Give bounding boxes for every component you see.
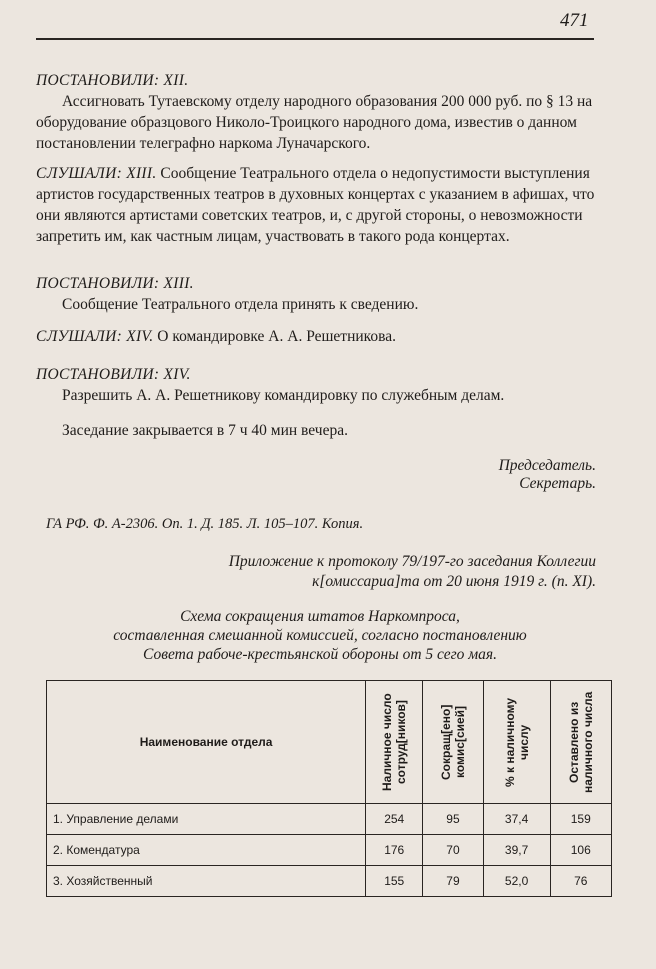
row-3-reduced: 79 [423, 866, 483, 897]
resolution-text-13: Сообщение Театрального отдела принять к сведению. [62, 296, 419, 313]
closing-line: Заседание закрывается в 7 ч 40 мин вечера. [62, 422, 348, 439]
row-2-remaining: 106 [550, 835, 611, 866]
hearing-13 [36, 163, 596, 247]
row-3-remaining: 76 [550, 866, 611, 897]
table-row [47, 804, 612, 835]
appendix-title-line-1: Приложение к протоколу 79/197-го заседания Коллегии [228, 553, 596, 570]
row-1-reduced: 95 [423, 804, 483, 835]
signature-secretary: Секретарь. [519, 475, 596, 492]
row-2-percent: 39,7 [483, 835, 550, 866]
header-percent-label: % к наличному числу [502, 697, 531, 787]
header-staff-count-label: Наличное число сотруд[ников] [380, 693, 409, 791]
table-row [47, 866, 612, 897]
staff-reduction-table [46, 680, 612, 897]
archive-reference: ГА РФ. Ф. А-2306. Оп. 1. Д. 185. Л. 105–107. Копия. [46, 516, 364, 532]
signature-chair: Председатель. [498, 457, 596, 474]
hearing-text-14: О командировке А. А. Решетникова. [157, 328, 397, 345]
row-2-reduced: 70 [423, 835, 483, 866]
row-2-department: 2. Комендатура [47, 835, 366, 866]
header-reduced [423, 681, 483, 804]
header-percent [483, 681, 550, 804]
table-row [47, 835, 612, 866]
header-department-label: Наименование отдела [139, 735, 273, 749]
row-1-remaining: 159 [550, 804, 611, 835]
hearing-14 [36, 326, 596, 347]
appendix-title-line-2: к[омиссариа]та от 20 июня 1919 г. (п. XI). [312, 573, 596, 590]
header-staff-count [366, 681, 423, 804]
resolution-label-13: ПОСТАНОВИЛИ: XIII. [36, 275, 194, 292]
header-remaining-label: Оставлено из наличного числа [566, 691, 595, 793]
table-header-row [47, 681, 612, 804]
header-reduced-label: Сокращ[ено] комис[сией] [438, 704, 467, 780]
row-1-percent: 37,4 [483, 804, 550, 835]
row-1-staff: 254 [366, 804, 423, 835]
row-3-department: 3. Хозяйственный [47, 866, 366, 897]
row-3-staff: 155 [366, 866, 423, 897]
resolution-label-14: ПОСТАНОВИЛИ: XIV. [36, 366, 191, 383]
hearing-label-13: СЛУШАЛИ: XIII. [36, 165, 157, 182]
header-department [47, 681, 366, 804]
row-3-percent: 52,0 [483, 866, 550, 897]
resolution-text-14: Разрешить А. А. Решетникову командировку по служебным делам. [62, 387, 505, 404]
row-2-staff: 176 [366, 835, 423, 866]
header-rule [36, 38, 594, 40]
resolution-label-12: ПОСТАНОВИЛИ: XII. [36, 72, 189, 89]
header-remaining [550, 681, 611, 804]
page-number: 471 [560, 10, 589, 31]
scheme-title-line-1: Схема сокращения штатов Наркомпроса, [180, 608, 460, 625]
scheme-title-line-3: Совета рабоче-крестьянской обороны от 5 сего мая. [143, 646, 497, 663]
hearing-label-14: СЛУШАЛИ: XIV. [36, 328, 154, 345]
resolution-text-12: Ассигновать Тутаевскому отделу народного образования 200 000 руб. по § 13 на оборудование образцового Николо-Троицкого народного дома, известив о данном постановлении телеграфно наркома Луначарского. [36, 93, 593, 152]
scheme-title-line-2: составленная смешанной комиссией, согласно постановлению [113, 627, 527, 644]
hearing-text-13: Сообщение Театрального отдела о недопустимости выступления артистов государственных театров в духовных концертах с указанием в афишах, что они являются артистами советских театров, и, с другой стороны, о невозможности запретить им, как частным лицам, участвовать в такого рода концертах. [36, 165, 595, 245]
row-1-department: 1. Управление делами [47, 804, 366, 835]
